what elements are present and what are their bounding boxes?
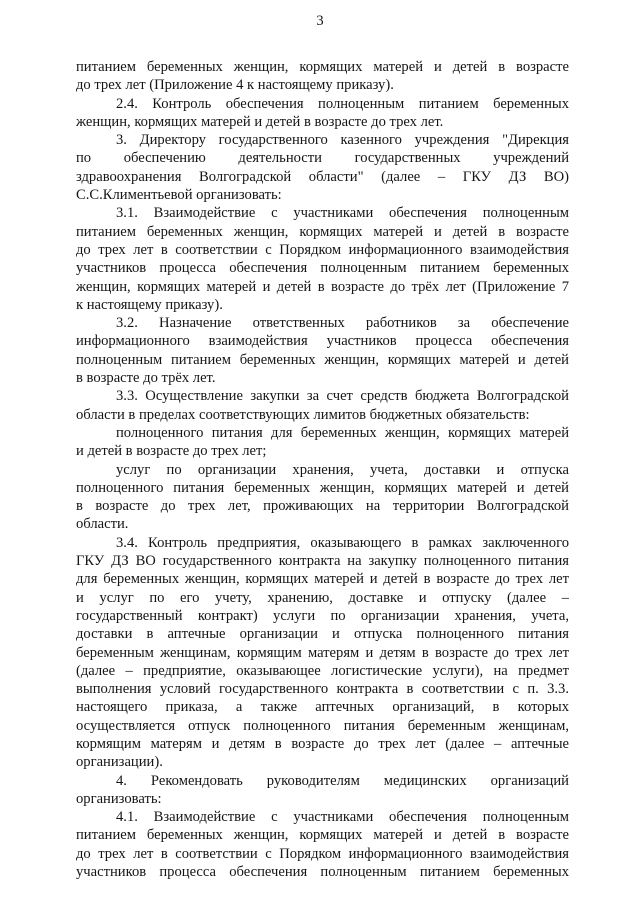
text-line: 4.1. Взаимодействие с участниками обеспечения полноценным [116,809,569,826]
text-line: (далее – предприятие, оказывающее логистические услуги), на предмет [76,662,569,679]
text-line: по обеспечению деятельности государственных учреждений [76,150,569,167]
text-line: участников процесса обеспечения полноценным питанием беременных [76,864,569,881]
text-line: кормящим матерям и детям в возрасте до трех лет (далее – аптечные [76,735,569,752]
text-line: участников процесса обеспечения полноценным питанием беременных [76,260,569,277]
text-line: области в пределах соответствующих лимитов бюджетных обязательств: [76,406,530,423]
text-line: до трех лет (Приложение 4 к настоящему приказу). [76,77,394,94]
text-line: здравоохранения Волгоградской области" (далее – ГКУ ДЗ ВО) [76,168,569,185]
text-line: полноценного питания беременных женщин, кормящих матерей и детей [76,479,569,496]
text-line: к настоящему приказу). [76,296,223,313]
text-line: государственный контракт) услуги по организации хранения, учета, [76,607,569,624]
text-line: и услуг по его учету, хранению, доставке и отпуску (далее – [76,589,569,606]
document-body [76,58,569,881]
text-line: С.С.Климентьевой организовать: [76,187,282,204]
text-line: женщин, кормящих матерей и детей в возрасте до трех лет. [76,113,444,130]
text-line: ГКУ ДЗ ВО государственного контракта на закупку полноценного питания [76,553,569,570]
text-line: 3.3. Осуществление закупки за счет средств бюджета Волгоградской [116,388,569,405]
text-line: питанием беременных женщин, кормящих матерей и детей в возрасте [76,827,569,844]
text-line: выполнения условий государственного контракта в соответствии с п. 3.3. [76,681,569,698]
text-line: для беременных женщин, кормящих матерей и детей в возрасте до трех лет [76,571,569,588]
text-line: женщин, кормящих матерей и детей в возрасте до трёх лет (Приложение 7 [76,278,569,295]
text-line: области. [76,516,129,533]
text-line: и детей в возрасте до трех лет; [76,443,267,460]
page-number: 3 [316,13,324,29]
text-line: услуг по организации хранения, учета, доставки и отпуска [116,461,569,478]
text-line: 3. Директору государственного казенного учреждения "Дирекция [116,132,569,149]
text-line: 2.4. Контроль обеспечения полноценным питанием беременных [116,95,569,112]
text-line: полноценным питанием беременных женщин, кормящих матерей и детей [76,351,569,368]
text-line: полноценного питания для беременных женщин, кормящих матерей [116,424,569,441]
text-line: 3.2. Назначение ответственных работников за обеспечение [116,315,569,332]
text-line: беременным женщинам, кормящим матерям и детям в возрасте до трех лет [76,644,569,661]
text-line: питанием беременных женщин, кормящих матерей и детей в возрасте [76,223,569,240]
text-line: организации). [76,754,163,771]
text-line: 4. Рекомендовать руководителям медицинских организаций [116,772,569,789]
text-line: до трех лет в соответствии с Порядком информационного взаимодействия [76,845,569,862]
text-line: до трех лет в соответствии с Порядком информационного взаимодействия [76,241,569,258]
text-line: информационного взаимодействия участников процесса обеспечения [76,333,569,350]
text-line: организовать: [76,790,162,807]
text-line: 3.4. Контроль предприятия, оказывающего в рамках заключенного [116,534,569,551]
text-line: настоящего приказа, а также аптечных организаций, в которых [76,699,569,716]
text-line: питанием беременных женщин, кормящих матерей и детей в возрасте [76,59,569,75]
text-line: доставки в аптечные организации и отпуска полноценного питания [76,626,569,643]
text-line: осуществляется отпуск полноценного питания беременным женщинам, [76,717,569,734]
text-line: 3.1. Взаимодействие с участниками обеспечения полноценным [116,205,569,222]
text-line: в возрасте до трёх лет. [76,370,216,387]
text-line: в возрасте до трех лет, проживающих на территории Волгоградской [76,498,569,515]
